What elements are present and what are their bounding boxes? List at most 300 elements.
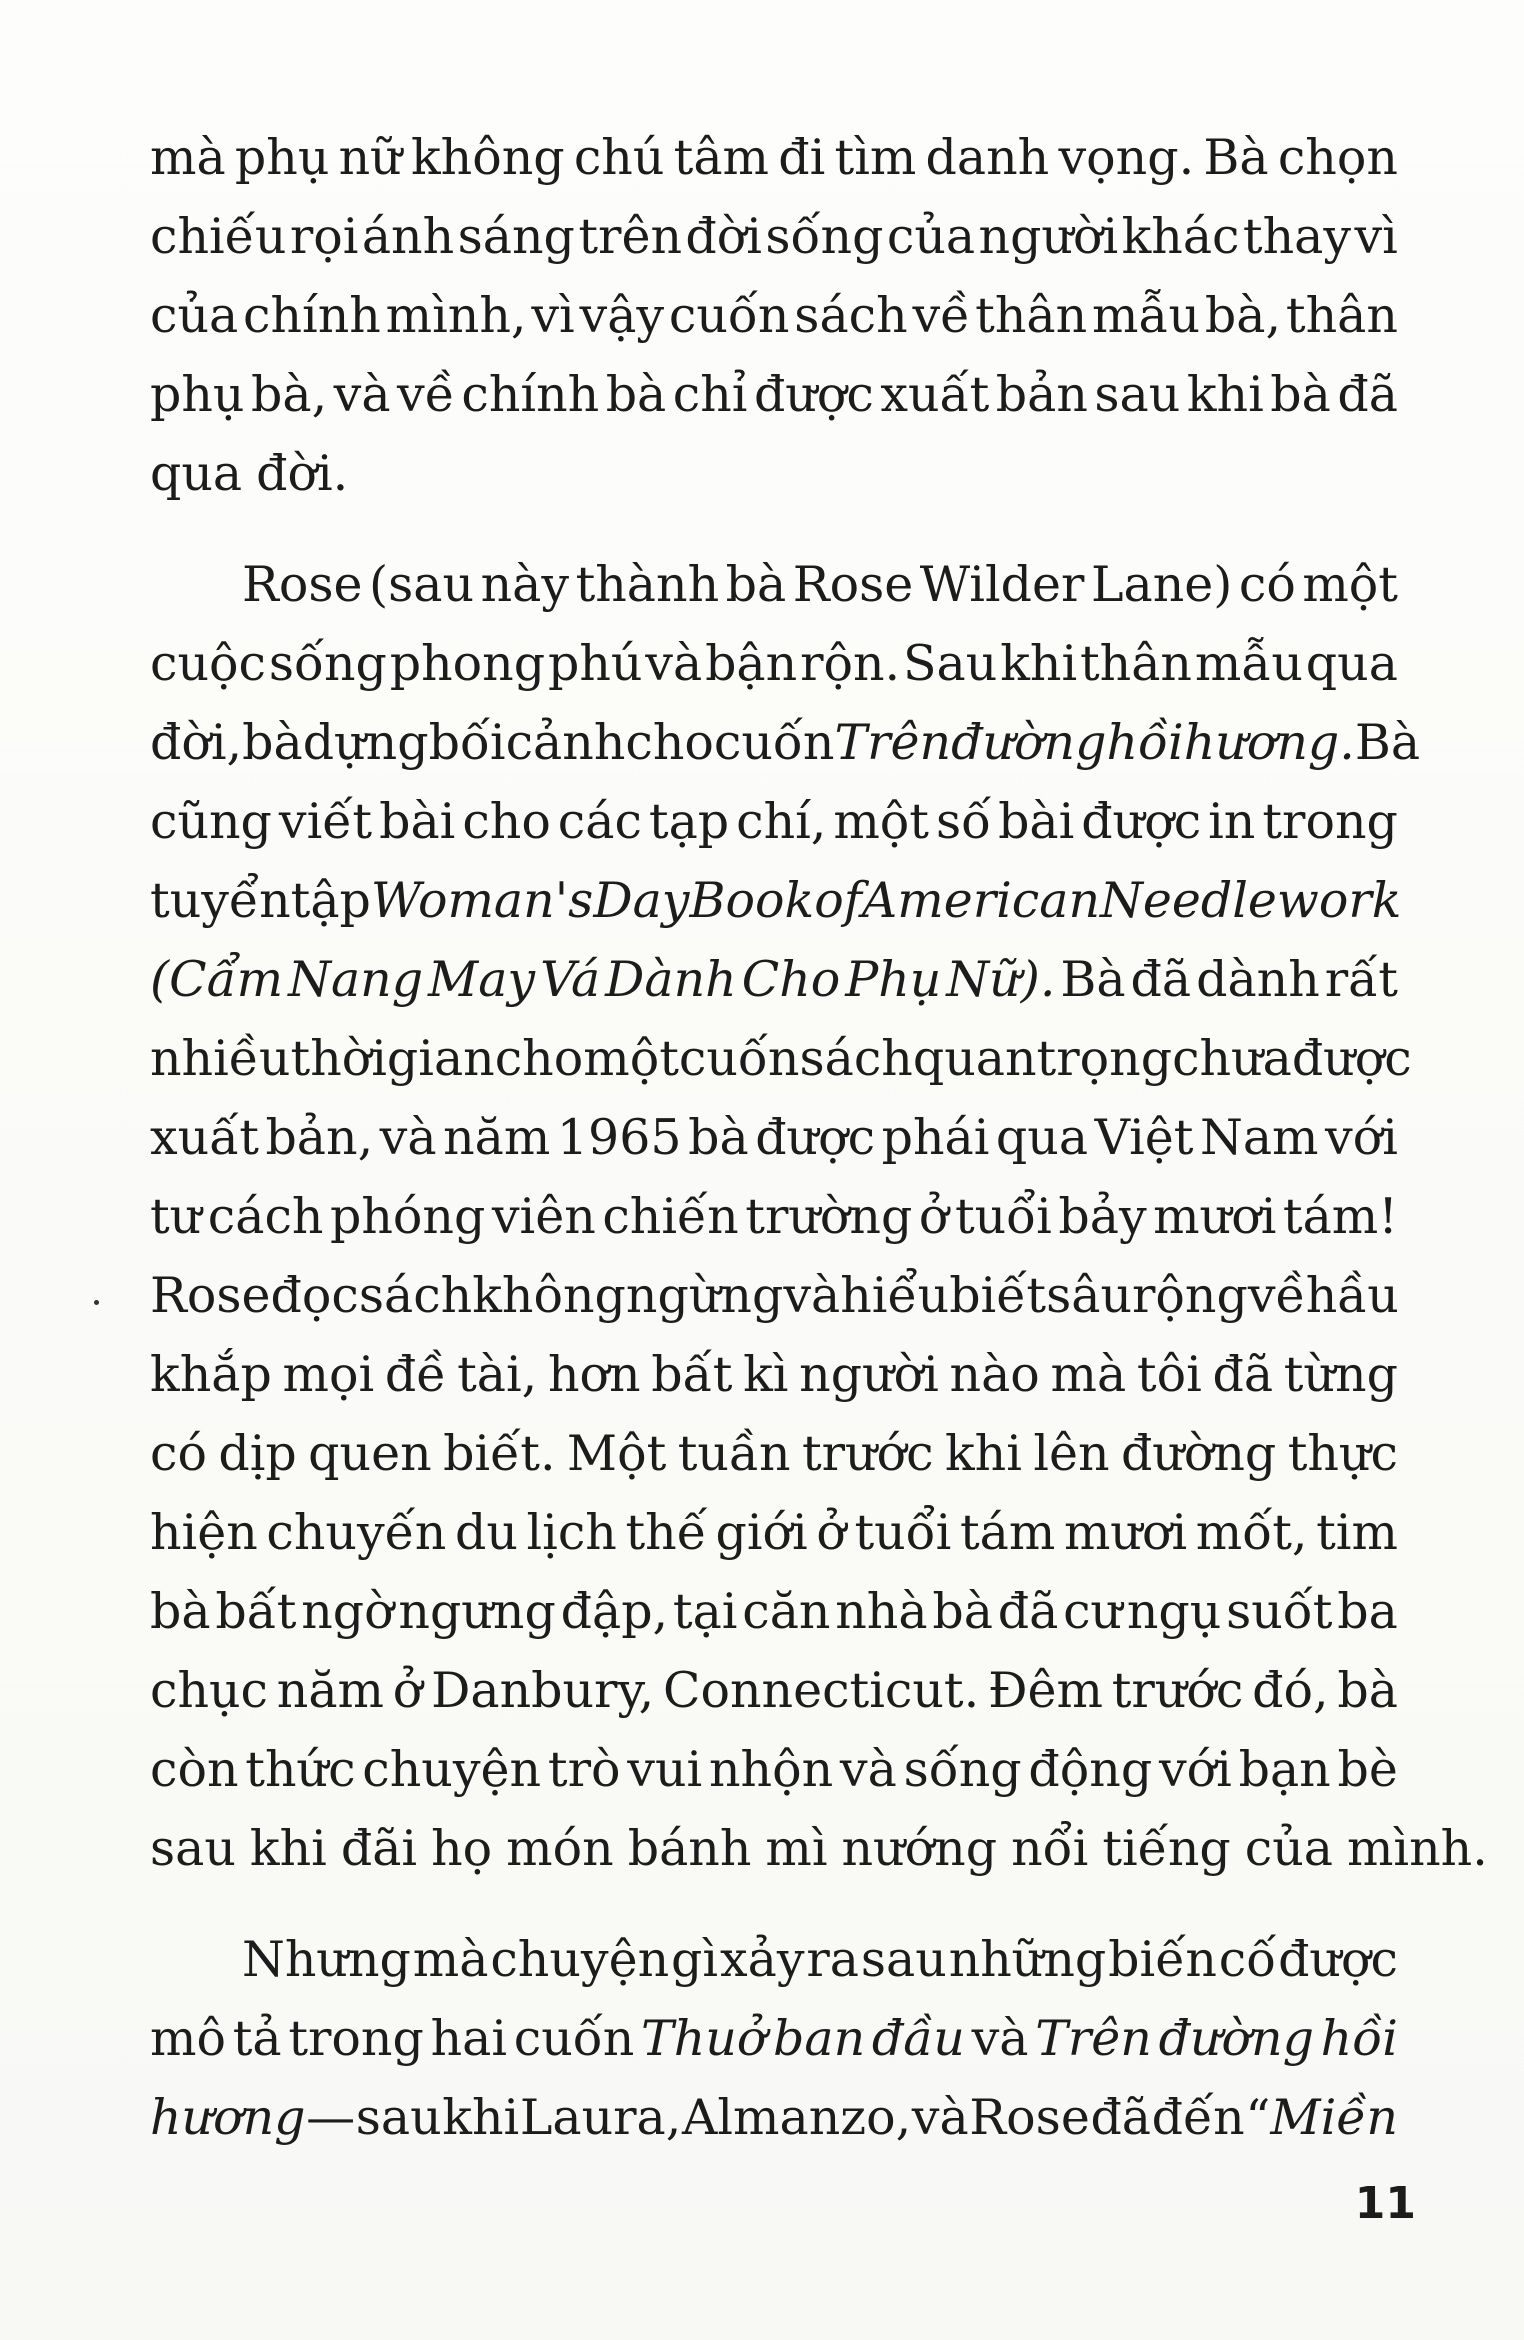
word: Woman's bbox=[370, 872, 594, 929]
word: nổi bbox=[1011, 1820, 1089, 1877]
word: Vá bbox=[540, 951, 601, 1008]
word: phong bbox=[389, 635, 546, 692]
text-line bbox=[150, 1572, 1398, 1651]
word: Rose bbox=[969, 2089, 1090, 2146]
word: khi bbox=[1000, 635, 1078, 692]
word: nhộn bbox=[708, 1741, 834, 1798]
page-number: 11 bbox=[1354, 2178, 1416, 2229]
word: năm bbox=[443, 1109, 551, 1166]
word: trước bbox=[1111, 1662, 1244, 1719]
word: mình, bbox=[385, 287, 527, 344]
word: phụ bbox=[234, 129, 330, 186]
word: dành bbox=[1196, 951, 1320, 1008]
word: ngụ bbox=[1126, 1583, 1222, 1640]
word: tả bbox=[232, 2010, 282, 2067]
word: họ bbox=[431, 1820, 493, 1877]
word: cuốn bbox=[513, 2010, 635, 2067]
word: sống bbox=[903, 1741, 1022, 1798]
word: Trên bbox=[1035, 2010, 1152, 2067]
word: mươi bbox=[1153, 1188, 1277, 1245]
text-line bbox=[150, 703, 1421, 782]
word: lịch bbox=[526, 1504, 617, 1561]
word: cố bbox=[1218, 1931, 1277, 1988]
word: biết bbox=[949, 1267, 1047, 1324]
word: Dành bbox=[605, 951, 737, 1008]
word: May bbox=[428, 951, 536, 1008]
word: Thuở bbox=[641, 2010, 767, 2067]
word: bà bbox=[1337, 1662, 1398, 1719]
word: bất bbox=[651, 1346, 733, 1403]
word: cuốn bbox=[713, 714, 835, 771]
word: thân bbox=[1285, 287, 1398, 344]
word: ánh bbox=[361, 208, 455, 265]
word: bà, bbox=[1204, 287, 1282, 344]
word: bản bbox=[995, 366, 1088, 423]
word: và bbox=[911, 2089, 969, 2146]
word: Bà bbox=[1354, 714, 1421, 771]
word: 1965 bbox=[556, 1109, 682, 1166]
word: American bbox=[861, 872, 1101, 929]
word: tôi bbox=[1136, 1346, 1202, 1403]
word: mô bbox=[150, 2010, 226, 2067]
word: đọc bbox=[270, 1267, 359, 1324]
word: trước bbox=[801, 1425, 934, 1482]
word: bà bbox=[932, 1583, 993, 1640]
word: động bbox=[1028, 1741, 1153, 1798]
word: of bbox=[814, 872, 862, 929]
word: đời bbox=[685, 208, 762, 265]
word: đầu bbox=[871, 2010, 965, 2067]
word: hơn bbox=[547, 1346, 641, 1403]
word: về bbox=[912, 287, 971, 344]
word: mà bbox=[412, 1931, 489, 1988]
text-line bbox=[150, 1256, 1398, 1335]
word: bà bbox=[150, 1583, 211, 1640]
word: ngờ bbox=[301, 1583, 394, 1640]
word: bà bbox=[725, 556, 787, 613]
word: với bbox=[1158, 1741, 1232, 1798]
word: Wilder bbox=[919, 556, 1085, 613]
word: bà, bbox=[250, 366, 328, 423]
word: thay bbox=[1242, 208, 1352, 265]
word: Lane) bbox=[1090, 556, 1233, 613]
word: đường bbox=[951, 714, 1107, 771]
word: với bbox=[1325, 1109, 1398, 1166]
word: mình. bbox=[1346, 1820, 1488, 1877]
word: ngưng bbox=[398, 1583, 556, 1640]
word: gian bbox=[386, 1030, 495, 1087]
word: thành bbox=[575, 556, 720, 613]
text-line bbox=[150, 1493, 1398, 1572]
word: và bbox=[971, 2010, 1029, 2067]
word: dịp bbox=[218, 1425, 297, 1482]
word: bài bbox=[379, 793, 456, 850]
word: tim bbox=[1316, 1504, 1398, 1561]
word: mươi bbox=[1063, 1504, 1188, 1561]
word: đời. bbox=[256, 445, 349, 502]
word: chuyến bbox=[266, 1504, 447, 1561]
text-line bbox=[150, 276, 1398, 355]
word: (Cẩm bbox=[150, 951, 284, 1008]
word: vì bbox=[531, 287, 575, 344]
word: sau bbox=[860, 1931, 947, 1988]
word: món bbox=[506, 1820, 614, 1877]
word: đã bbox=[1090, 2089, 1152, 2146]
word: chí, bbox=[736, 793, 827, 850]
word: qua bbox=[150, 445, 243, 502]
ink-speck bbox=[94, 1300, 99, 1305]
word: du bbox=[454, 1504, 518, 1561]
text-line bbox=[150, 1019, 1412, 1098]
word: đã bbox=[1337, 366, 1398, 423]
word: gì bbox=[671, 1931, 719, 1988]
word: được bbox=[755, 1109, 876, 1166]
word: vọng. bbox=[1058, 129, 1195, 186]
word: tuần bbox=[677, 1425, 791, 1482]
word: trong bbox=[1262, 793, 1398, 850]
word: mọi bbox=[282, 1346, 375, 1403]
word: Rose bbox=[242, 556, 363, 613]
word: xảy bbox=[719, 1931, 805, 1988]
word: tâm bbox=[673, 129, 770, 186]
word: sách bbox=[794, 287, 908, 344]
paragraph bbox=[150, 118, 1398, 513]
word: Needlework bbox=[1100, 872, 1402, 929]
word: ra bbox=[806, 1931, 860, 1988]
word: sau bbox=[1094, 366, 1181, 423]
word: in bbox=[1208, 793, 1256, 850]
word: cho bbox=[462, 793, 551, 850]
word: rọi bbox=[289, 208, 359, 265]
word: một bbox=[1302, 556, 1398, 613]
word: phú bbox=[547, 635, 643, 692]
word: xuất bbox=[880, 366, 990, 423]
word: sách bbox=[799, 1030, 913, 1087]
word: được bbox=[1291, 1030, 1412, 1087]
word: chỉ bbox=[672, 366, 748, 423]
paragraph bbox=[150, 545, 1488, 1888]
word: đi bbox=[778, 129, 826, 186]
word: chiếu bbox=[150, 208, 287, 265]
word: viết bbox=[278, 793, 373, 850]
word: đã bbox=[1130, 951, 1192, 1008]
word: thân bbox=[1079, 635, 1192, 692]
text-line bbox=[150, 1651, 1398, 1730]
word: của bbox=[1244, 1820, 1333, 1877]
word: có bbox=[1238, 556, 1296, 613]
word: được bbox=[753, 366, 874, 423]
word: mẫu bbox=[1092, 287, 1201, 344]
word: và bbox=[839, 1741, 897, 1798]
word: chưa bbox=[1172, 1030, 1292, 1087]
word: sâu bbox=[1046, 1267, 1132, 1324]
word: — bbox=[306, 2089, 356, 2146]
word: tài, bbox=[457, 1346, 538, 1403]
word: trọng bbox=[1036, 1030, 1173, 1087]
word: tuyển bbox=[150, 872, 291, 929]
word: bận bbox=[705, 635, 798, 692]
word: sau bbox=[150, 1820, 236, 1877]
word: tập bbox=[290, 872, 371, 929]
word: chuyện bbox=[490, 1931, 670, 1988]
word: phụ bbox=[150, 366, 245, 423]
word: đó, bbox=[1252, 1662, 1329, 1719]
word: Bà bbox=[1060, 951, 1126, 1008]
paragraph-gap bbox=[150, 513, 1398, 545]
word: tìm bbox=[834, 129, 917, 186]
word: bà bbox=[1270, 366, 1331, 423]
text-line bbox=[150, 1999, 1398, 2078]
text-line bbox=[150, 1098, 1398, 1177]
word: cuộc bbox=[150, 635, 266, 692]
word: thân bbox=[975, 287, 1088, 344]
word: chú bbox=[573, 129, 665, 186]
word: hồi bbox=[1106, 714, 1184, 771]
word: ba bbox=[1337, 1583, 1398, 1640]
text-line bbox=[150, 861, 1402, 940]
paragraph-gap bbox=[150, 1888, 1398, 1920]
text-line bbox=[150, 118, 1398, 197]
text-line bbox=[150, 545, 1398, 624]
word: không bbox=[410, 129, 565, 186]
word: chục bbox=[150, 1662, 269, 1719]
word: Nữ). bbox=[946, 951, 1056, 1008]
word: “Miền bbox=[1245, 2089, 1398, 2146]
word: vì bbox=[1354, 208, 1398, 265]
word: cuốn bbox=[668, 287, 790, 344]
word: cách bbox=[207, 1188, 324, 1245]
word: ngừng bbox=[625, 1267, 784, 1324]
text-line bbox=[150, 782, 1398, 861]
word: Laura, bbox=[519, 2089, 682, 2146]
text-line bbox=[150, 1414, 1398, 1493]
word: mốt, bbox=[1195, 1504, 1308, 1561]
word: hiện bbox=[150, 1504, 258, 1561]
word: viên bbox=[491, 1188, 596, 1245]
word: đã bbox=[997, 1583, 1059, 1640]
word: được bbox=[1278, 1931, 1398, 1988]
word: bánh bbox=[627, 1820, 752, 1877]
word: khi bbox=[1186, 366, 1264, 423]
word: thế bbox=[625, 1504, 707, 1561]
word: ở bbox=[918, 1188, 949, 1245]
word: đãi bbox=[340, 1820, 418, 1877]
word: và bbox=[645, 635, 703, 692]
word: hồi bbox=[1320, 2010, 1398, 2067]
word: trò bbox=[547, 1741, 621, 1798]
word: tư bbox=[150, 1188, 202, 1245]
word: cho bbox=[625, 714, 714, 771]
word: Trên bbox=[834, 714, 952, 771]
word: bài bbox=[998, 793, 1075, 850]
word: đời, bbox=[150, 714, 243, 771]
word: ở bbox=[816, 1504, 846, 1561]
word: tám bbox=[959, 1504, 1056, 1561]
word: chính bbox=[243, 287, 381, 344]
word: khắp bbox=[150, 1346, 272, 1403]
text-line bbox=[150, 1177, 1398, 1256]
word: đường bbox=[1158, 2010, 1314, 2067]
italic-run: Miền bbox=[1270, 2089, 1398, 2146]
word: Nhưng bbox=[242, 1931, 411, 1988]
word: về bbox=[1247, 1267, 1306, 1324]
word: mà bbox=[1050, 1346, 1127, 1403]
word: một bbox=[833, 793, 929, 850]
word: Phụ bbox=[845, 951, 942, 1008]
word: cảnh bbox=[505, 714, 626, 771]
word: quan bbox=[912, 1030, 1037, 1087]
word: thức bbox=[245, 1741, 356, 1798]
word: được bbox=[1081, 793, 1202, 850]
word: quen bbox=[308, 1425, 432, 1482]
word: nào bbox=[949, 1346, 1040, 1403]
word: tám! bbox=[1282, 1188, 1398, 1245]
word: suốt bbox=[1226, 1583, 1333, 1640]
word: Đêm bbox=[987, 1662, 1103, 1719]
text-line bbox=[150, 624, 1398, 703]
word: rất bbox=[1324, 951, 1398, 1008]
word: tuổi bbox=[854, 1504, 952, 1561]
word: thời bbox=[290, 1030, 387, 1087]
word: những bbox=[948, 1931, 1107, 1988]
word: sau bbox=[355, 2089, 442, 2146]
word: đập, bbox=[560, 1583, 669, 1640]
text-line bbox=[150, 355, 1398, 434]
word: rộng bbox=[1132, 1267, 1248, 1324]
word: cho bbox=[494, 1030, 584, 1087]
word: tiếng bbox=[1102, 1820, 1231, 1877]
word: này bbox=[480, 556, 570, 613]
text-line bbox=[150, 1730, 1398, 1809]
text-line bbox=[150, 197, 1398, 276]
word: trong bbox=[288, 2010, 424, 2067]
word: bà bbox=[242, 714, 303, 771]
word: biết. bbox=[443, 1425, 556, 1482]
word: bảy bbox=[1058, 1188, 1147, 1245]
word: và bbox=[783, 1267, 841, 1324]
word: chính bbox=[461, 366, 600, 423]
word: chiến bbox=[602, 1188, 739, 1245]
word: vậy bbox=[579, 287, 665, 344]
word: bà bbox=[605, 366, 667, 423]
word: người bbox=[978, 208, 1119, 265]
word: đến bbox=[1151, 2089, 1245, 2146]
word: sáng bbox=[457, 208, 575, 265]
word: khi bbox=[249, 1820, 327, 1877]
word: của bbox=[886, 208, 976, 265]
word: nhiều bbox=[150, 1030, 291, 1087]
word: Connecticut. bbox=[663, 1662, 980, 1719]
word: cuốn bbox=[678, 1030, 800, 1087]
word: có bbox=[150, 1425, 207, 1482]
word: Bà bbox=[1203, 129, 1269, 186]
word: Nang bbox=[288, 951, 424, 1008]
word: lên bbox=[1033, 1425, 1110, 1482]
word: Nam bbox=[1199, 1109, 1319, 1166]
word: bạn bbox=[1238, 1741, 1331, 1798]
word: bà bbox=[688, 1109, 749, 1166]
word: thực bbox=[1287, 1425, 1398, 1482]
word: căn bbox=[742, 1583, 831, 1640]
word: rộn. bbox=[800, 635, 901, 692]
word: giới bbox=[715, 1504, 808, 1561]
word: còn bbox=[150, 1741, 239, 1798]
word: mà bbox=[150, 129, 226, 186]
word: Rose bbox=[150, 1267, 271, 1324]
word: bối bbox=[428, 714, 506, 771]
word: của bbox=[150, 287, 239, 344]
text-line bbox=[150, 2078, 1398, 2157]
word: Sau bbox=[902, 635, 998, 692]
word: Almanzo, bbox=[681, 2089, 912, 2146]
text-line bbox=[150, 434, 1398, 513]
word: bè bbox=[1337, 1741, 1398, 1798]
word: Cho bbox=[741, 951, 841, 1008]
word: vui bbox=[627, 1741, 703, 1798]
word: chọn bbox=[1277, 129, 1398, 186]
word: hầu bbox=[1305, 1267, 1399, 1324]
word: đã bbox=[1212, 1346, 1274, 1403]
word: Book bbox=[689, 872, 815, 929]
word: (sau bbox=[369, 556, 475, 613]
word: tạp bbox=[648, 793, 730, 850]
word: sống bbox=[765, 208, 884, 265]
word: Danbury, bbox=[431, 1662, 655, 1719]
word: bản, bbox=[265, 1109, 374, 1166]
word: tuổi bbox=[954, 1188, 1052, 1245]
word: hiểu bbox=[840, 1267, 950, 1324]
text-line bbox=[150, 1335, 1398, 1414]
text-line bbox=[150, 940, 1398, 1019]
word: ban bbox=[773, 2010, 866, 2067]
text-line bbox=[150, 1920, 1398, 1999]
word: chuyện bbox=[362, 1741, 542, 1798]
word: mẫu bbox=[1194, 635, 1303, 692]
word: hương bbox=[150, 2089, 306, 2146]
word: nữ bbox=[338, 129, 402, 186]
word: các bbox=[557, 793, 642, 850]
word: khi bbox=[442, 2089, 520, 2146]
word: phái bbox=[881, 1109, 990, 1166]
word: tại bbox=[672, 1583, 738, 1640]
word: sách bbox=[358, 1267, 473, 1324]
word: qua bbox=[1305, 635, 1398, 692]
word: và bbox=[333, 366, 391, 423]
text-line bbox=[150, 1809, 1488, 1888]
word: qua bbox=[995, 1109, 1089, 1166]
word: không bbox=[472, 1267, 626, 1324]
word: sống bbox=[268, 635, 387, 692]
word: đề bbox=[384, 1346, 447, 1403]
word: xuất bbox=[150, 1109, 259, 1166]
word: nhà bbox=[835, 1583, 928, 1640]
word: Day bbox=[593, 872, 690, 929]
word: đường bbox=[1120, 1425, 1277, 1482]
word: danh bbox=[925, 129, 1050, 186]
word: hương. bbox=[1183, 714, 1355, 771]
word: trường bbox=[745, 1188, 913, 1245]
word: khi bbox=[944, 1425, 1022, 1482]
word: từng bbox=[1283, 1346, 1398, 1403]
word: về bbox=[397, 366, 455, 423]
word: và bbox=[379, 1109, 437, 1166]
word: ở bbox=[392, 1662, 423, 1719]
paragraph bbox=[150, 1920, 1398, 2157]
word: dựng bbox=[302, 714, 429, 771]
word: trên bbox=[578, 208, 682, 265]
word: hai bbox=[430, 2010, 508, 2067]
word: Việt bbox=[1094, 1109, 1194, 1166]
